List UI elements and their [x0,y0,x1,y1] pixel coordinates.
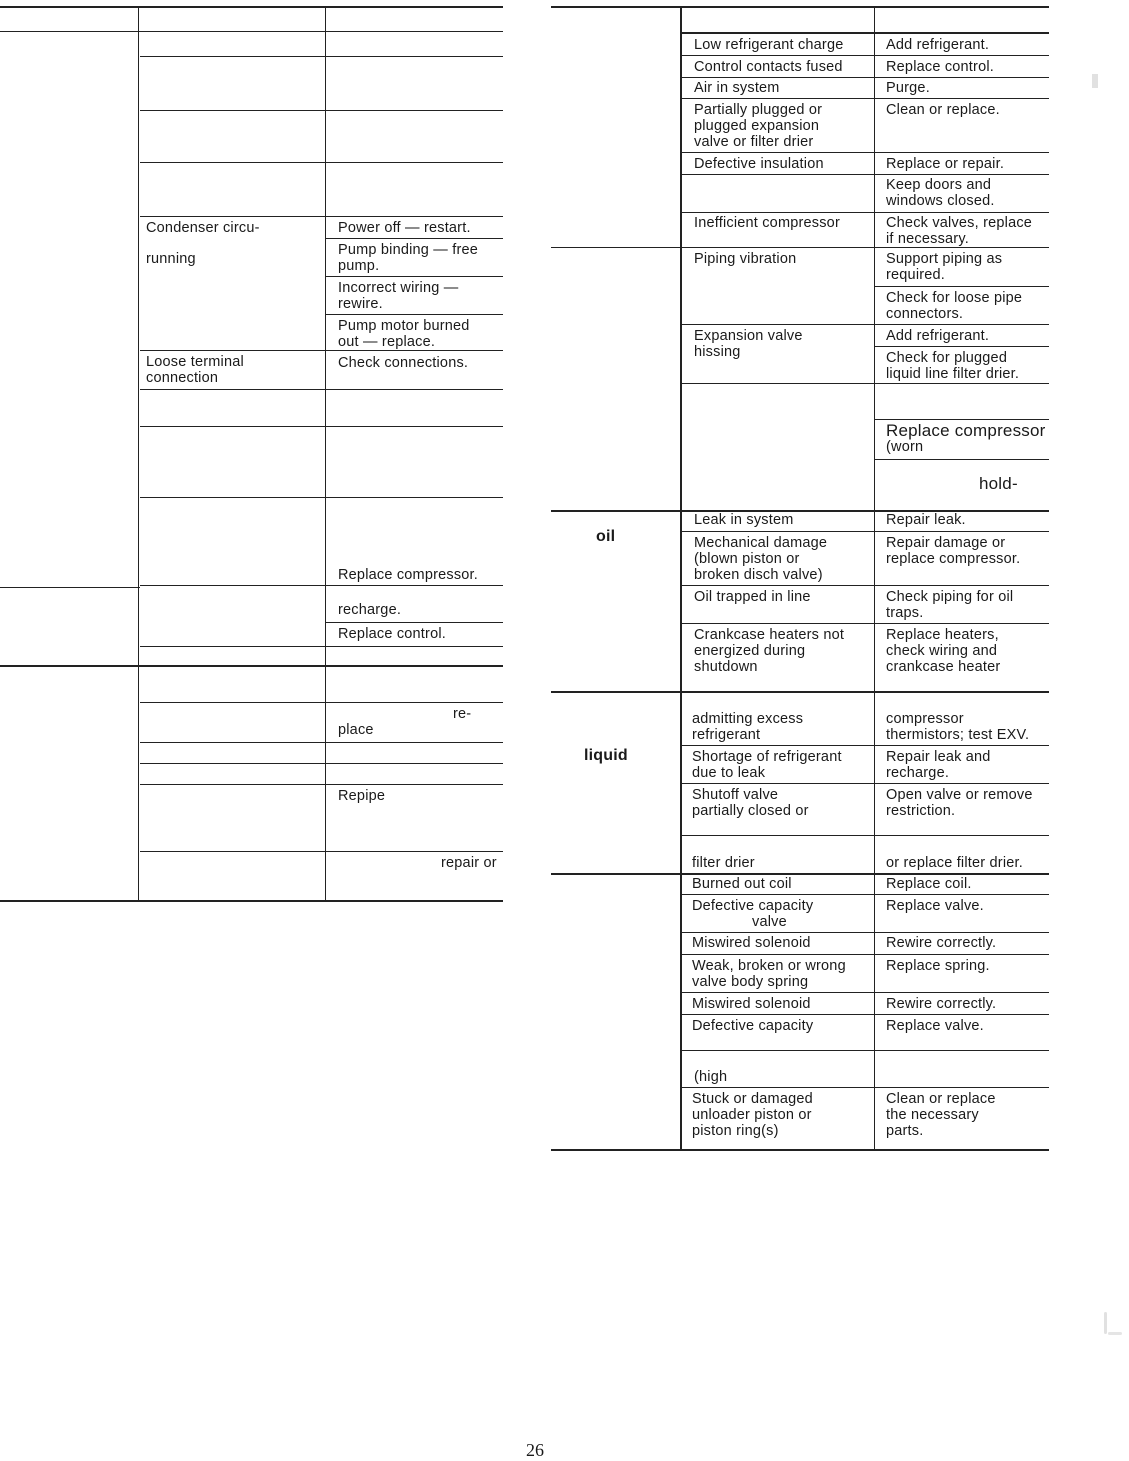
table-cell: Rewire correctly. [886,996,997,1012]
table-cell: Keep doors and [886,177,992,193]
table-cell: Condenser circu- [146,220,260,236]
table-cell: (worn [886,439,924,455]
scan-speck [1108,1332,1122,1335]
table-cell: valve or filter drier [694,134,814,150]
table-cell: thermistors; test EXV. [886,727,1030,743]
table-cell: valve [752,914,787,930]
table-cell: Leak in system [694,512,794,528]
table-cell: Pump motor burned [338,318,470,334]
table-cell: Repair damage or [886,535,1006,551]
table-cell: Replace control. [886,59,994,75]
table-cell: Open valve or remove [886,787,1033,803]
table-cell: or replace filter drier. [886,855,1023,871]
table-cell: repair or [441,855,497,871]
table-cell: Expansion valve [694,328,803,344]
table-cell: Miswired solenoid [692,996,811,1012]
table-cell: Loose terminal [146,354,244,370]
table-cell: Mechanical damage [694,535,828,551]
table-cell: Incorrect wiring — [338,280,459,296]
table-cell: Oil trapped in line [694,589,811,605]
table-cell: Support piping as [886,251,1003,267]
table-cell: the necessary [886,1107,979,1123]
table-cell: check wiring and [886,643,998,659]
table-cell: Air in system [694,80,780,96]
scan-speck [1092,74,1098,88]
table-cell: windows closed. [886,193,995,209]
table-cell: crankcase heater [886,659,1001,675]
table-cell: running [146,251,196,267]
table-cell: unloader piston or [692,1107,812,1123]
table-cell: out — replace. [338,334,436,350]
table-cell: required. [886,267,946,283]
table-cell: admitting excess [692,711,804,727]
table-cell: Repair leak and [886,749,991,765]
table-cell: Repair leak. [886,512,966,528]
table-cell: Stuck or damaged [692,1091,813,1107]
table-cell: Control contacts fused [694,59,843,75]
table-cell: connectors. [886,306,964,322]
table-cell: recharge. [338,602,402,618]
table-cell: due to leak [692,765,766,781]
table-cell: partially closed or [692,803,809,819]
table-cell: broken disch valve) [694,567,823,583]
table-cell: Replace coil. [886,876,972,892]
table-cell: compressor [886,711,964,727]
table-cell: Check for loose pipe [886,290,1023,306]
table-cell: Check connections. [338,355,469,371]
table-cell: parts. [886,1123,924,1139]
table-cell: pump. [338,258,380,274]
table-cell: Replace or repair. [886,156,1005,172]
table-cell: replace compressor. [886,551,1021,567]
problem-label: liquid [584,747,628,764]
page-number: 26 [526,1440,544,1460]
table-cell: Check valves, replace [886,215,1033,231]
table-cell: plugged expansion [694,118,820,134]
table-cell: refrigerant [692,727,761,743]
table-cell: piston ring(s) [692,1123,779,1139]
table-cell: Shutoff valve [692,787,779,803]
table-cell: Replace compressor [886,421,1046,440]
table-cell: re- [453,706,472,722]
table-cell: Piping vibration [694,251,797,267]
scan-speck [1104,1312,1107,1334]
table-cell: Replace control. [338,626,446,642]
table-cell: traps. [886,605,924,621]
table-cell: restriction. [886,803,956,819]
table-cell: Replace valve. [886,898,984,914]
table-cell: Defective capacity [692,898,814,914]
table-cell: Check for plugged [886,350,1008,366]
table-cell: Replace compressor. [338,567,478,583]
table-cell: Shortage of refrigerant [692,749,842,765]
table-cell: hissing [694,344,741,360]
table-cell: Pump binding — free [338,242,479,258]
table-cell: hold- [979,474,1018,493]
table-cell: Crankcase heaters not [694,627,845,643]
table-cell: Replace valve. [886,1018,984,1034]
table-cell: recharge. [886,765,950,781]
table-cell: (blown piston or [694,551,800,567]
table-cell: Clean or replace. [886,102,1000,118]
table-cell: Miswired solenoid [692,935,811,951]
table-cell: filter drier [692,855,755,871]
table-cell: shutdown [694,659,758,675]
table-cell: Replace spring. [886,958,990,974]
table-cell: Partially plugged or [694,102,823,118]
table-cell: Low refrigerant charge [694,37,844,53]
table-cell: Rewire correctly. [886,935,997,951]
table-cell: Add refrigerant. [886,328,990,344]
table-cell: Repipe [338,788,386,804]
table-cell: Defective insulation [694,156,824,172]
table-cell: Power off — restart. [338,220,471,236]
table-cell: Clean or replace [886,1091,996,1107]
table-cell: rewire. [338,296,383,312]
table-cell: Inefficient compressor [694,215,840,231]
table-cell: connection [146,370,219,386]
table-cell: place [338,722,374,738]
table-cell: Burned out coil [692,876,792,892]
table-cell: (high [694,1069,728,1085]
table-cell: Replace heaters, [886,627,999,643]
table-cell: energized during [694,643,806,659]
table-cell: Weak, broken or wrong [692,958,846,974]
table-cell: Add refrigerant. [886,37,990,53]
table-cell: Defective capacity [692,1018,814,1034]
table-cell: valve body spring [692,974,809,990]
table-cell: liquid line filter drier. [886,366,1020,382]
problem-label: oil [596,528,616,545]
table-cell: Check piping for oil [886,589,1014,605]
table-cell: if necessary. [886,231,969,247]
table-cell: Purge. [886,80,930,96]
